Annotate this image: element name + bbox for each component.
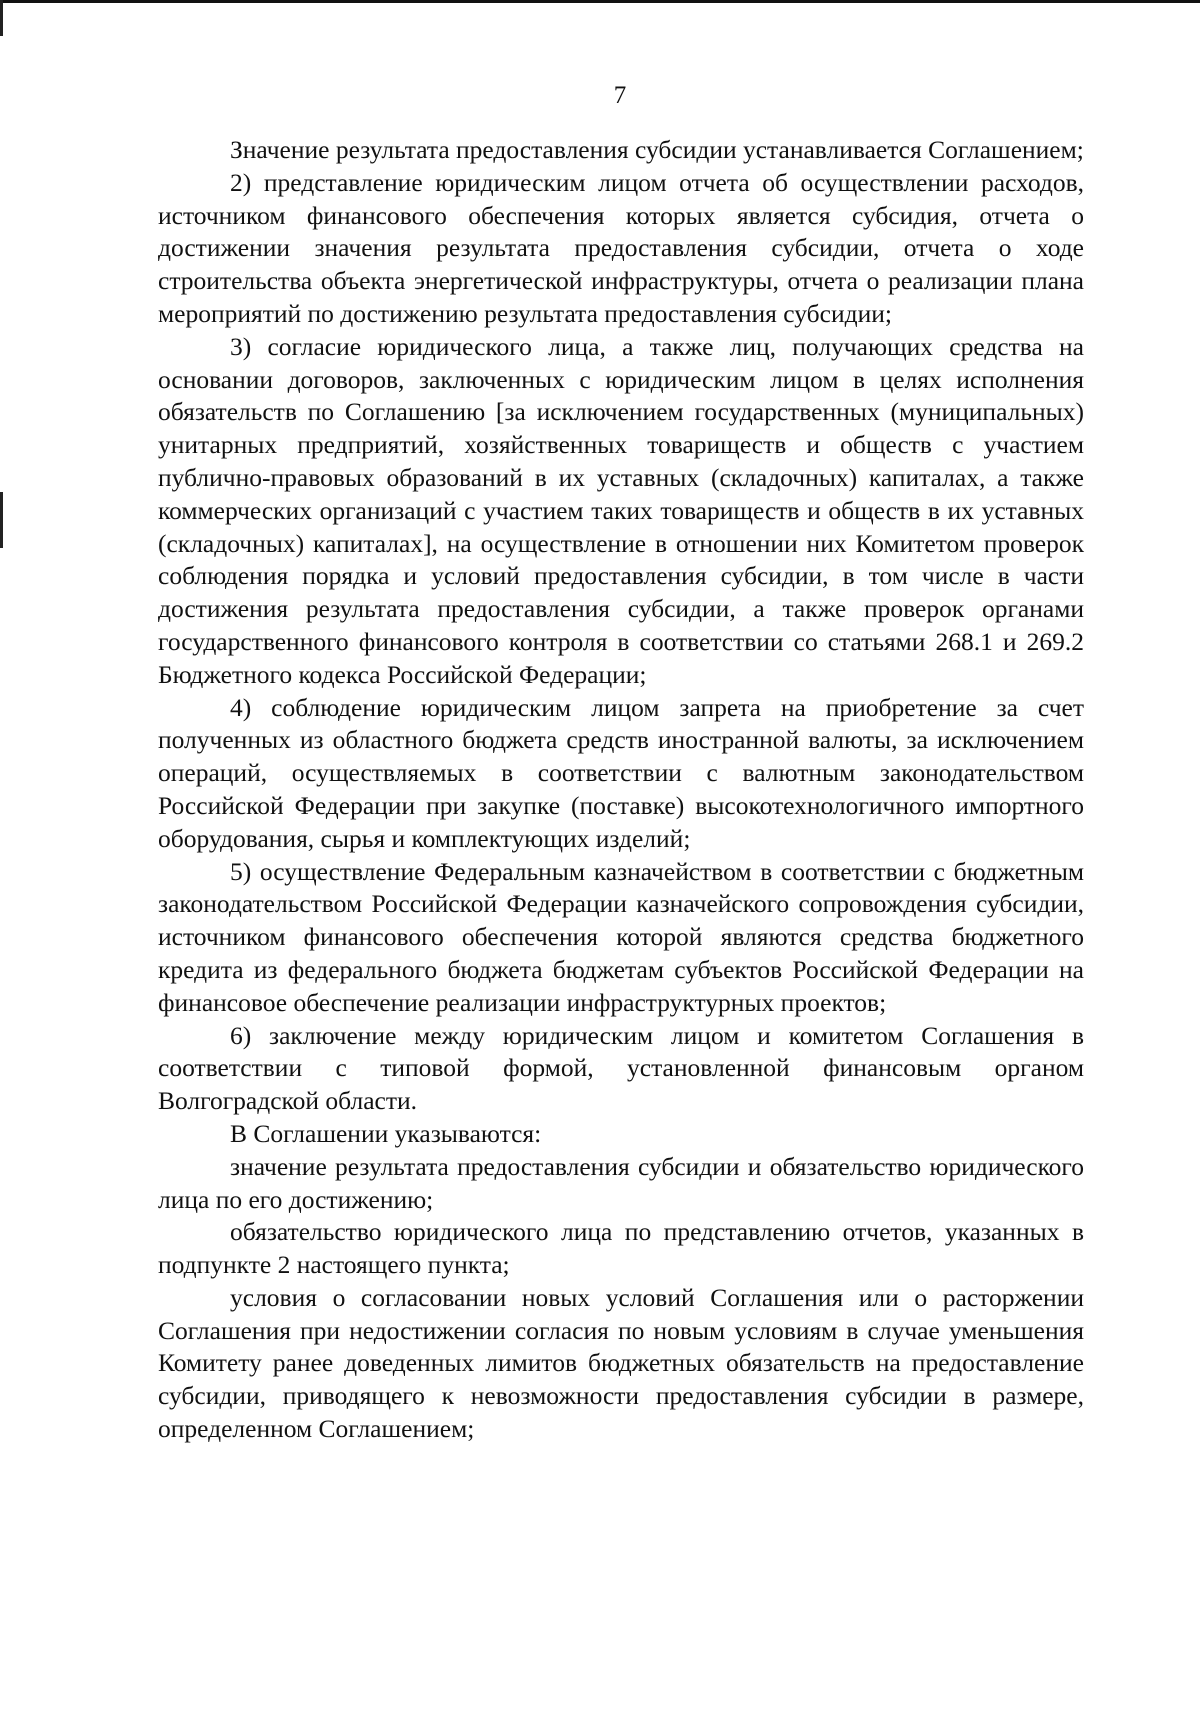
paragraph: В Соглашении указываются: [230,1118,542,1148]
paragraph: 6) заключение между юридическим лицом и комитетом Соглашения в соответствии с типовой формой, установленной финансовым органом Волгоградской области. [158,1020,1084,1116]
paragraph: 2) представление юридическим лицом отчета об осуществлении расходов, источником финансового обеспечения которых является субсидия, отчета о достижении значения результата предоставления субсидии, отчета о ходе строительства объекта энергетической инфраструктуры, отчета о реализации плана мероприятий по достижению результата предоставления субсидии; [158,167,1084,328]
paragraph: 5) осуществление Федеральным казначейством в соответствии с бюджетным законодательством Российской Федерации казначейского сопровождения субсидии, источником финансового обеспечения которой являются средства бюджетного кредита из федерального бюджета бюджетам субъектов Российской Федерации на финансовое обеспечение реализации инфраструктурных проектов; [158,856,1084,1017]
paragraph: 4) соблюдение юридическим лицом запрета на приобретение за счет полученных из областного бюджета средств иностранной валюты, за исключением операций, осуществляемых в соответствии с валютным законодательством Российской Федерации при закупке (поставке) высокотехнологичного импортного оборудования, сырья и комплектующих изделий; [158,692,1084,853]
scan-top-border [0,0,1200,3]
paragraph: условия о согласовании новых условий Соглашения или о расторжении Соглашения при недостижении согласия по новым условиям в случае уменьшения Комитету ранее доведенных лимитов бюджетных обязательств на предоставление субсидии, приводящего к невозможности предоставления субсидии в размере, определенном Соглашением; [158,1282,1084,1444]
scan-left-edge-mark [0,0,3,36]
page-number: 7 [613,82,627,109]
paragraph: Значение результата предоставления субсидии устанавливается Соглашением; [230,135,1084,164]
paragraph: 3) согласие юридического лица, а также лиц, получающих средства на основании договоров, заключенных с юридическим лицом в целях исполнения обязательств по Соглашению [за исключением государственных (муниципальных) унитарных предприятий, хозяйственных товариществ и обществ с участием публично-правовых образований в их уставных (складочных) капиталах, а также коммерческих организаций с участием таких товариществ и обществ в их уставных (складочных) капиталах], на осуществление в отношении них Комитетом проверок соблюдения порядка и условий предоставления субсидии, в том числе в части достижения результата предоставления субсидии, а также проверок органами государственного финансового контроля в соответствии со статьями 268.1 и 269.2 Бюджетного кодекса Российской Федерации; [158,331,1084,689]
scan-left-edge-mark [0,492,3,548]
paragraph: обязательство юридического лица по представлению отчетов, указанных в подпункте 2 настоящего пункта; [158,1217,1084,1280]
paragraph: значение результата предоставления субсидии и обязательство юридического лица по его достижению; [158,1151,1084,1214]
document-body [158,134,1084,1446]
